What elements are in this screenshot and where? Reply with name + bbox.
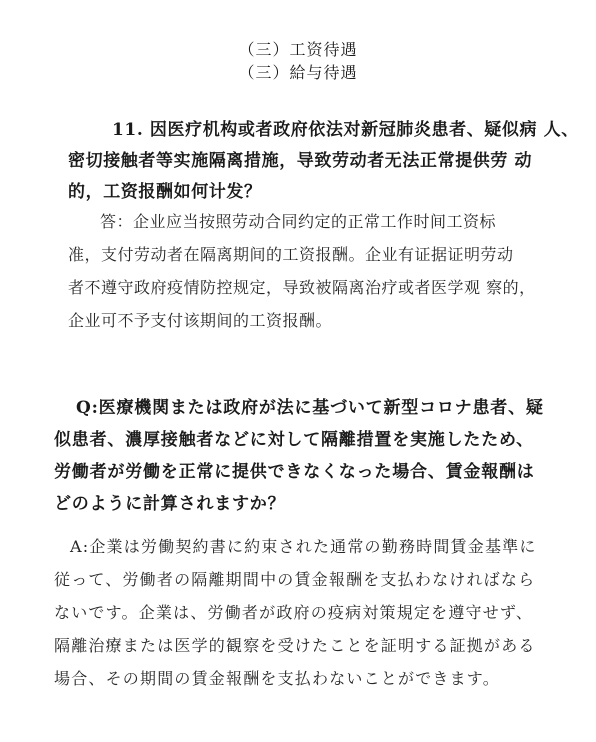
section-heading-japanese: （三）給与待遇 [238, 63, 358, 82]
answer-japanese-line: ないです。企業は、労働者が政府の疫病対策規定を遵守せず、 [54, 603, 534, 622]
answer-japanese-line: 隔離治療または医学的観察を受けたことを証明する証拠がある [54, 636, 536, 655]
question-chinese-line: 密切接触者等实施隔离措施，导致劳动者无法正常提供劳 动 [68, 151, 533, 171]
answer-chinese-line: 准，支付劳动者在隔离期间的工资报酬。企业有证据证明劳动 [68, 245, 514, 264]
section-heading-chinese: （三）工资待遇 [238, 40, 358, 59]
question-japanese-line: 労働者が労働を正常に提供できなくなった場合、賃金報酬は [54, 462, 535, 482]
question-japanese-line: Q:医療機関または政府が法に基づいて新型コロナ患者、疑 [76, 398, 544, 418]
answer-japanese-line: 従って、労働者の隔離期間中の賃金報酬を支払わなければなら [54, 570, 536, 589]
question-japanese-line: 似患者、濃厚接触者などに対して隔離措置を実施したため、 [54, 430, 534, 450]
answer-chinese-line: 企业可不予支付该期间的工资报酬。 [68, 311, 333, 330]
question-japanese-line: どのように計算されますか？ [54, 494, 286, 514]
answer-chinese-line: 者不遵守政府疫情防控规定，导致被隔离治疗或者医学观 察的， [68, 278, 536, 297]
answer-chinese-line: 答：企业应当按照劳动合同约定的正常工作时间工资标 [100, 212, 497, 231]
answer-japanese-line: A:企業は労働契約書に約束された通常の勤務時間賃金基準に [70, 537, 537, 556]
question-chinese-line: 的，工资报酬如何计发？ [68, 182, 262, 202]
question-chinese-line: 11. 因医疗机构或者政府依法对新冠肺炎患者、疑似病 人、 [112, 120, 579, 140]
answer-japanese-line: 場合、その期間の賃金報酬を支払わないことができます。 [54, 669, 500, 688]
